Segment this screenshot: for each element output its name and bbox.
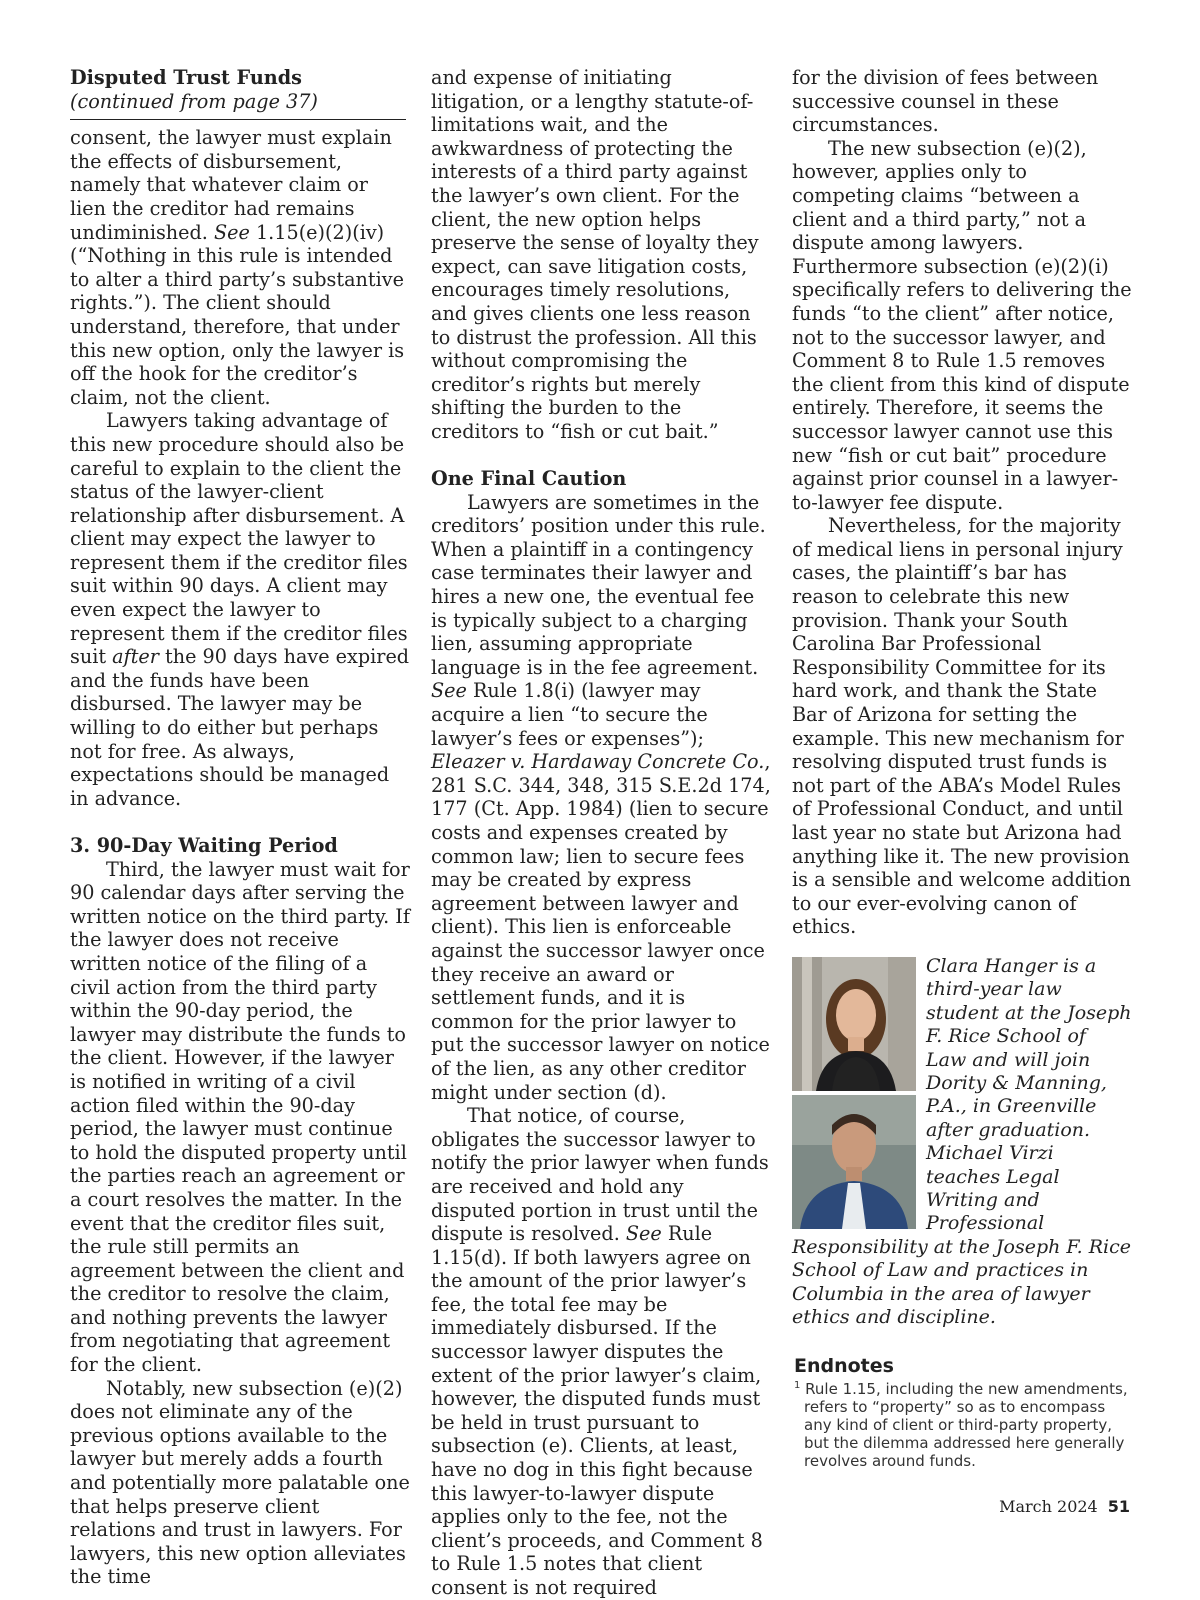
column-1: [70, 66, 410, 1589]
issue-date: March 2024: [999, 1497, 1098, 1516]
text: Rule 1.15(d). If both lawyers agree on the amount of the prior lawyer’s fee, the total fee may be immediately disbursed. If the successor lawyer disputes the extent of the prior lawyer’s claim, however, the disputed funds must be held in trust pursuant to subsection (e). Clients, at least, have no dog in this fight because this lawyer-to-lawyer dispute applies only to the fee, not the client’s proceeds, and Comment 8 to Rule 1.5 notes that client consent is not required: [431, 1222, 763, 1599]
subheading: One Final Caution: [431, 467, 627, 491]
text: Lawyers are sometimes in the creditors’ position under this rule. When a plaintiff in a contingency case terminates their lawyer and hires a new one, the eventual fee is typically subject to a charging lien, assuming appropriate language is in the fee agreement.: [431, 490, 766, 679]
endnote-number: 1: [794, 1380, 801, 1392]
section-heading: Disputed Trust Funds: [70, 66, 302, 89]
author-photo-michael: [792, 1095, 916, 1229]
heading-rule: [70, 119, 406, 120]
page-footer: [999, 1497, 1130, 1516]
text: 1.15(e)(2)(iv) (“Nothing in this rule is intended to alter a third party’s substantive rights.”). The client should understand, therefore, that under this new option, only the lawyer is off the hook for the creditor’s claim, not the client.: [70, 220, 405, 409]
paragraph: for the division of fees between successive counsel in these circumstances.: [792, 66, 1099, 137]
text: , 281 S.C. 344, 348, 315 S.E.2d 174, 177 (Ct. App. 1984) (lien to secure costs and expenses created by common law; lien to secure fees may be created by express agreement between lawyer and client). This lien is enforceable against the successor lawyer once they receive an award or settlement funds, and it is common for the prior lawyer to put the successor lawyer on notice of the lien, as any other creditor might under section (d).: [431, 750, 771, 1104]
text: Rule 1.8(i) (lawyer may acquire a lien “to secure the lawyer’s fees or expenses”);: [431, 679, 708, 750]
text: the 90 days have expired and the funds have been disbursed. The lawyer may be willing to do either but perhaps not for free. As always, expectations should be managed in advance.: [70, 645, 410, 810]
emphasis: after: [112, 645, 159, 669]
citation-signal: See: [625, 1222, 662, 1246]
text: consent, the lawyer must explain the effects of disbursement, namely that whatever claim or lien the creditor had remains undiminished.: [70, 126, 392, 244]
continued-note: (continued from page 37): [70, 89, 318, 113]
paragraph: [431, 491, 771, 1104]
endnote-text: Rule 1.15, including the new amendments, refers to “property” so as to encompass any kind of client or third-party property, but the dilemma addressed here generally revolves around funds.: [804, 1380, 1128, 1471]
column-3: [792, 66, 1132, 1470]
page-number: 51: [1107, 1497, 1130, 1516]
author-bio-text: Clara Hanger is a third-year law student at the Joseph F. Rice School of Law and will join Dority & Manning, P.A., in Greenville after graduation. Michael Virzi teaches Legal Writing and Professional Responsibility at the Joseph F. Rice School of Law and practices in Columbia in the area of lawyer ethics and discipline.: [792, 954, 1132, 1329]
endnote: [792, 1377, 1132, 1470]
paragraph: and expense of initiating litigation, or a lengthy statute-of-limitations wait, and the awkwardness of protecting the interests of a third party against the lawyer’s own client. For the client, the new option helps preserve the sense of loyalty they expect, can save litigation costs, encourages timely resolutions, and gives clients one less reason to distrust the profession. All this without compromising the creditor’s rights but merely shifting the burden to the creditors to “fish or cut bait.”: [431, 66, 759, 443]
paragraph: The new subsection (e)(2), however, applies only to competing claims “between a client and a third party,” not a dispute among lawyers. Furthermore subsection (e)(2)(i) specifically refers to delivering the funds “to the client” after notice, not to the successor lawyer, and Comment 8 to Rule 1.5 removes the client from this kind of dispute entirely. Therefore, it seems the successor lawyer cannot use this new “fish or cut bait” procedure against prior counsel in a lawyer-to-lawyer fee dispute.: [792, 136, 1132, 514]
author-bio: [792, 955, 1132, 1330]
citation-signal: See: [431, 679, 467, 703]
paragraph: [431, 1104, 771, 1599]
subheading: 3. 90-Day Waiting Period: [70, 834, 338, 857]
paragraph: [70, 126, 410, 409]
endnotes-heading: Endnotes: [794, 1355, 894, 1378]
citation-signal: See: [214, 220, 250, 244]
text: Lawyers taking advantage of this new procedure should also be careful to explain to the client the status of the lawyer-client relationship after disbursement. A client may expect the lawyer to represent them if the creditor files suit within 90 days. A client may even expect the lawyer to represent them if the creditor files suit: [70, 409, 408, 669]
paragraph: Notably, new subsection (e)(2) does not eliminate any of the previous options available to the lawyer but merely adds a fourth and potentially more palatable one that helps preserve client relations and trust in lawyers. For lawyers, this new option alleviates the time: [70, 1376, 410, 1589]
author-photo-clara: [792, 957, 916, 1091]
paragraph: Third, the lawyer must wait for 90 calendar days after serving the written notice on the third party. If the lawyer does not receive written notice of the filing of a civil action from the third party within the 90-day period, the lawyer may distribute the funds to the client. However, if the lawyer is notified in writing of a civil action filed within the 90-day period, the lawyer must continue to hold the disputed property until the parties reach an agreement or a court resolves the matter. In the event that the creditor files suit, the rule still permits an agreement between the client and the creditor to resolve the claim, and nothing prevents the lawyer from negotiating that agreement for the client.: [70, 857, 410, 1377]
column-2: [431, 66, 771, 1600]
text: That notice, of course, obligates the successor lawyer to notify the prior lawyer when funds are received and hold any disputed portion in trust until the dispute is resolved.: [431, 1104, 769, 1246]
paragraph: [70, 409, 410, 810]
case-name: Eleazer v. Hardaway Concrete Co.: [431, 750, 765, 774]
paragraph: Nevertheless, for the majority of medical liens in personal injury cases, the plaintiff’s bar has reason to celebrate this new provision. Thank your South Carolina Bar Professional Responsibility Committee for its hard work, and thank the State Bar of Arizona for setting the example. This new mechanism for resolving disputed trust funds is not part of the ABA’s Model Rules of Professional Conduct, and until last year no state but Arizona had anything like it. The new provision is a sensible and welcome addition to our ever-evolving canon of ethics.: [792, 514, 1131, 939]
